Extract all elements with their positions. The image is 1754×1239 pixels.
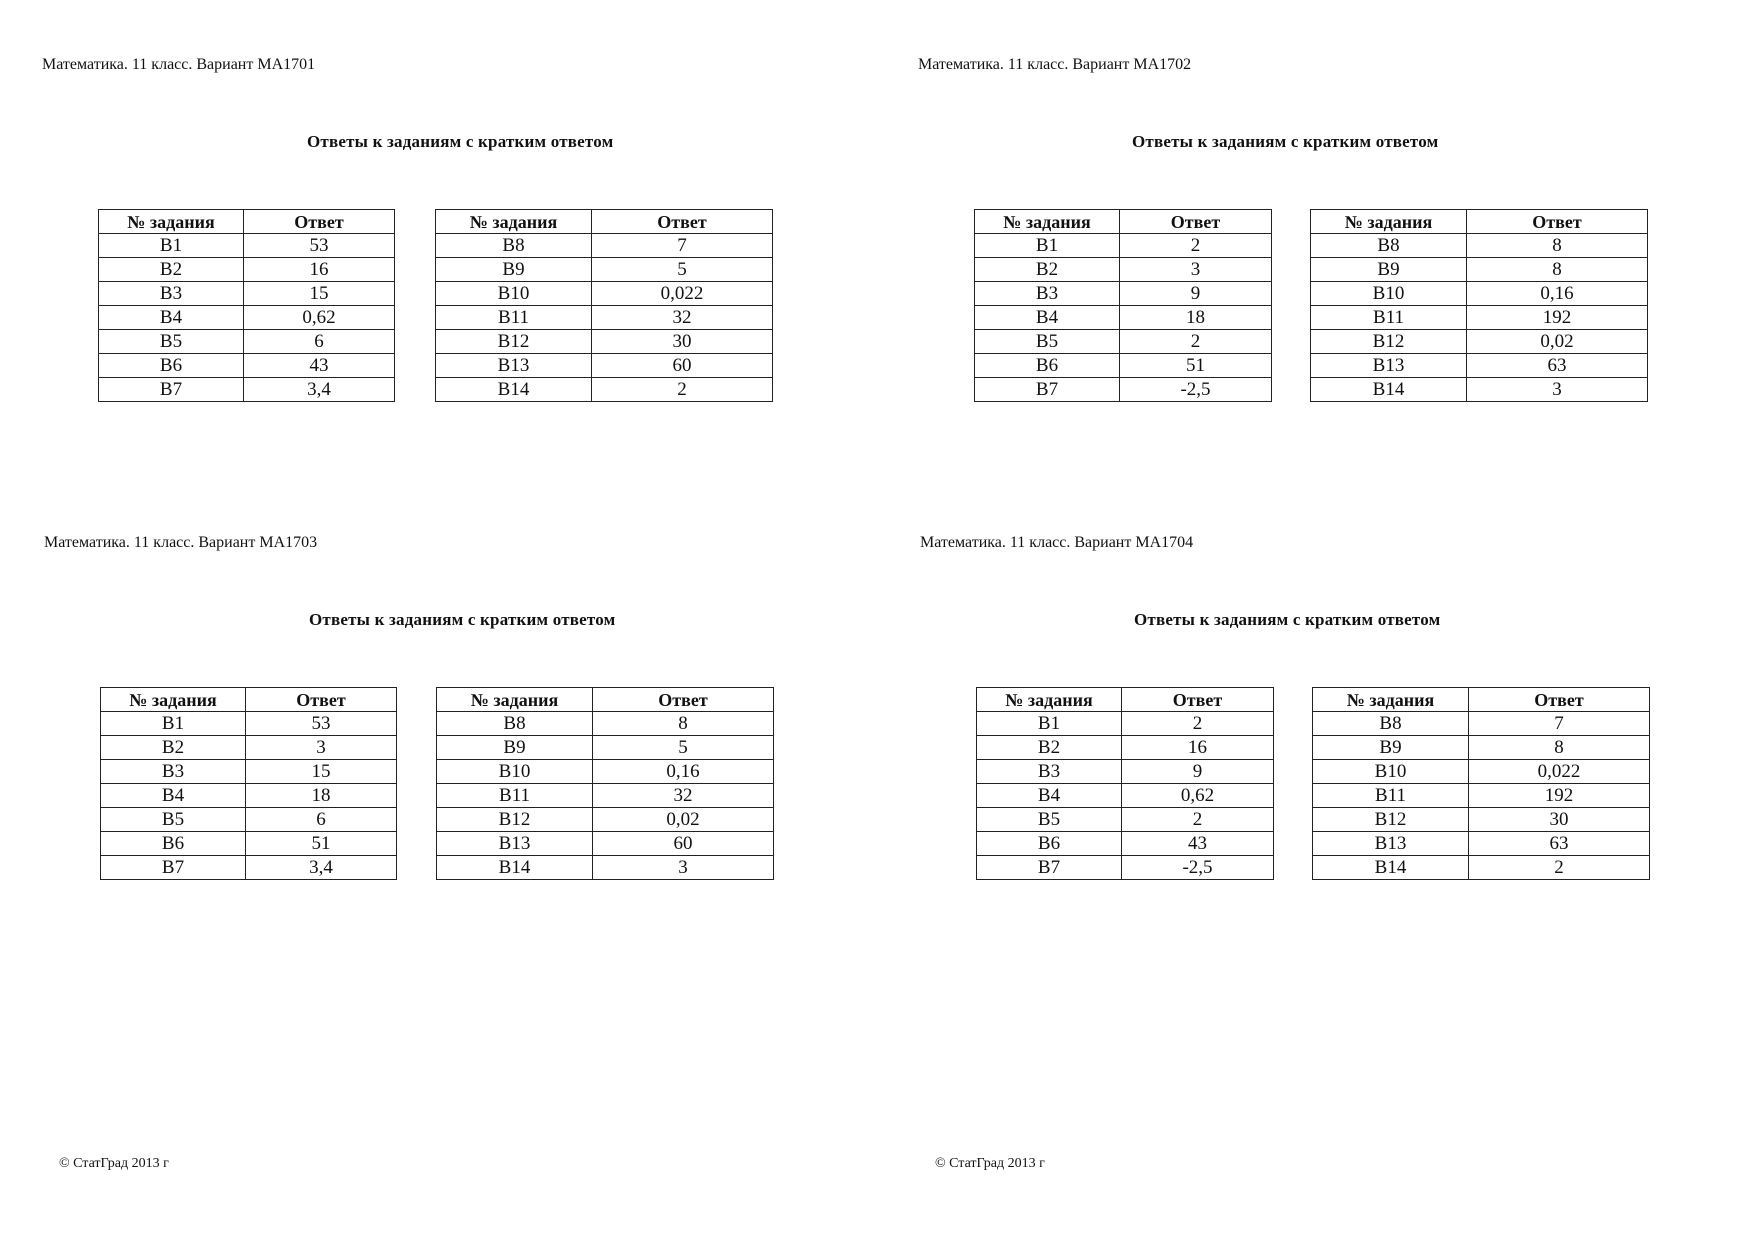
answer-cell: 18 xyxy=(1120,306,1272,330)
task-number-cell: B11 xyxy=(437,784,593,808)
task-number-cell: B13 xyxy=(437,832,593,856)
table-header-row xyxy=(977,688,1274,712)
task-number-cell: B7 xyxy=(977,856,1122,880)
task-number-cell: B2 xyxy=(975,258,1120,282)
variant-header: Математика. 11 класс. Вариант МА1704 xyxy=(920,534,1194,551)
answer-cell: 60 xyxy=(592,354,773,378)
task-number-cell: B2 xyxy=(977,736,1122,760)
answer-cell: 0,022 xyxy=(1469,760,1650,784)
answer-cell: 15 xyxy=(244,282,395,306)
column-header-task: № задания xyxy=(1311,210,1467,234)
column-header-task: № задания xyxy=(977,688,1122,712)
task-number-cell: B2 xyxy=(101,736,246,760)
table-row xyxy=(437,784,774,808)
table-row xyxy=(977,808,1274,832)
column-header-task: № задания xyxy=(101,688,246,712)
table-row xyxy=(99,258,395,282)
table-row xyxy=(975,282,1272,306)
answer-cell: 2 xyxy=(1469,856,1650,880)
answers-table-right xyxy=(436,687,774,880)
task-number-cell: B11 xyxy=(436,306,592,330)
variant-block-2 xyxy=(918,56,1754,476)
task-number-cell: B8 xyxy=(1313,712,1469,736)
answer-cell: 0,02 xyxy=(593,808,774,832)
task-number-cell: B10 xyxy=(437,760,593,784)
table-row xyxy=(99,378,395,402)
answers-title: Ответы к заданиям с кратким ответом xyxy=(309,610,616,629)
table-row xyxy=(99,306,395,330)
answer-cell: 0,02 xyxy=(1467,330,1648,354)
task-number-cell: B4 xyxy=(977,784,1122,808)
table-row xyxy=(101,784,397,808)
table-row xyxy=(101,808,397,832)
answer-cell: 6 xyxy=(246,808,397,832)
table-row xyxy=(101,712,397,736)
task-number-cell: B6 xyxy=(101,832,246,856)
answer-cell: 18 xyxy=(246,784,397,808)
answer-cell: 53 xyxy=(246,712,397,736)
table-row xyxy=(1311,378,1648,402)
table-row xyxy=(437,856,774,880)
variant-block-4 xyxy=(920,534,1754,954)
answer-cell: 3 xyxy=(1120,258,1272,282)
task-number-cell: B7 xyxy=(975,378,1120,402)
table-row xyxy=(436,306,773,330)
task-number-cell: B12 xyxy=(436,330,592,354)
table-row xyxy=(1313,736,1650,760)
task-number-cell: B6 xyxy=(977,832,1122,856)
task-number-cell: B14 xyxy=(1313,856,1469,880)
table-row xyxy=(436,378,773,402)
table-row xyxy=(975,354,1272,378)
answer-cell: 9 xyxy=(1120,282,1272,306)
table-row xyxy=(436,234,773,258)
task-number-cell: B9 xyxy=(437,736,593,760)
task-number-cell: B3 xyxy=(99,282,244,306)
answer-cell: 8 xyxy=(1467,234,1648,258)
column-header-task: № задания xyxy=(1313,688,1469,712)
column-header-task: № задания xyxy=(975,210,1120,234)
table-row xyxy=(437,760,774,784)
task-number-cell: B7 xyxy=(101,856,246,880)
column-header-answer: Ответ xyxy=(244,210,395,234)
column-header-task: № задания xyxy=(437,688,593,712)
table-row xyxy=(101,736,397,760)
column-header-answer: Ответ xyxy=(1122,688,1274,712)
task-number-cell: B13 xyxy=(1313,832,1469,856)
answer-cell: 2 xyxy=(1120,234,1272,258)
task-number-cell: B9 xyxy=(436,258,592,282)
task-number-cell: B2 xyxy=(99,258,244,282)
copyright-right: © СтатГрад 2013 г xyxy=(935,1156,1045,1171)
answer-cell: 5 xyxy=(592,258,773,282)
answer-cell: 30 xyxy=(1469,808,1650,832)
answers-title: Ответы к заданиям с кратким ответом xyxy=(1132,132,1439,151)
table-row xyxy=(1313,784,1650,808)
answer-cell: 6 xyxy=(244,330,395,354)
answer-cell: 3 xyxy=(593,856,774,880)
task-number-cell: B8 xyxy=(437,712,593,736)
task-number-cell: B1 xyxy=(99,234,244,258)
table-row xyxy=(99,234,395,258)
task-number-cell: B1 xyxy=(977,712,1122,736)
table-row xyxy=(975,306,1272,330)
answer-cell: 43 xyxy=(1122,832,1274,856)
table-row xyxy=(437,808,774,832)
task-number-cell: B11 xyxy=(1313,784,1469,808)
answer-cell: 51 xyxy=(246,832,397,856)
answer-cell: -2,5 xyxy=(1122,856,1274,880)
task-number-cell: B5 xyxy=(101,808,246,832)
task-number-cell: B8 xyxy=(1311,234,1467,258)
table-row xyxy=(977,832,1274,856)
task-number-cell: B13 xyxy=(436,354,592,378)
table-row xyxy=(975,234,1272,258)
answer-cell: 3 xyxy=(1467,378,1648,402)
table-header-row xyxy=(1311,210,1648,234)
answer-cell: 0,62 xyxy=(244,306,395,330)
task-number-cell: B5 xyxy=(977,808,1122,832)
table-row xyxy=(101,856,397,880)
table-row xyxy=(437,832,774,856)
table-row xyxy=(975,378,1272,402)
table-header-row xyxy=(1313,688,1650,712)
task-number-cell: B10 xyxy=(436,282,592,306)
table-row xyxy=(1313,712,1650,736)
answer-cell: 3,4 xyxy=(244,378,395,402)
table-row xyxy=(975,258,1272,282)
answer-cell: 32 xyxy=(593,784,774,808)
table-row xyxy=(975,330,1272,354)
answer-cell: 63 xyxy=(1469,832,1650,856)
table-row xyxy=(437,712,774,736)
table-row xyxy=(1311,282,1648,306)
column-header-task: № задания xyxy=(99,210,244,234)
answer-cell: 2 xyxy=(1122,808,1274,832)
task-number-cell: B5 xyxy=(975,330,1120,354)
task-number-cell: B1 xyxy=(975,234,1120,258)
answer-cell: 7 xyxy=(1469,712,1650,736)
table-row xyxy=(436,330,773,354)
task-number-cell: B13 xyxy=(1311,354,1467,378)
answers-table-right xyxy=(435,209,773,402)
table-row xyxy=(1313,760,1650,784)
task-number-cell: B14 xyxy=(436,378,592,402)
table-row xyxy=(1311,354,1648,378)
task-number-cell: B12 xyxy=(1311,330,1467,354)
answers-table-left xyxy=(98,209,395,402)
variant-header: Математика. 11 класс. Вариант МА1703 xyxy=(44,534,318,551)
task-number-cell: B6 xyxy=(99,354,244,378)
answer-cell: 3 xyxy=(246,736,397,760)
column-header-answer: Ответ xyxy=(246,688,397,712)
answer-cell: 0,022 xyxy=(592,282,773,306)
table-row xyxy=(101,760,397,784)
answers-table-right xyxy=(1310,209,1648,402)
task-number-cell: B4 xyxy=(101,784,246,808)
table-header-row xyxy=(436,210,773,234)
table-header-row xyxy=(101,688,397,712)
answer-cell: 32 xyxy=(592,306,773,330)
answer-cell: 8 xyxy=(1469,736,1650,760)
table-row xyxy=(1311,306,1648,330)
answers-title: Ответы к заданиям с кратким ответом xyxy=(1134,610,1441,629)
answer-cell: 53 xyxy=(244,234,395,258)
task-number-cell: B8 xyxy=(436,234,592,258)
answer-cell: 192 xyxy=(1469,784,1650,808)
variant-block-1 xyxy=(42,56,882,476)
table-row xyxy=(436,354,773,378)
answer-cell: 2 xyxy=(1120,330,1272,354)
column-header-answer: Ответ xyxy=(1469,688,1650,712)
answers-table-left xyxy=(974,209,1272,402)
column-header-answer: Ответ xyxy=(1467,210,1648,234)
table-row xyxy=(99,354,395,378)
task-number-cell: B10 xyxy=(1313,760,1469,784)
answers-table-left xyxy=(976,687,1274,880)
table-row xyxy=(436,282,773,306)
answer-cell: 43 xyxy=(244,354,395,378)
column-header-answer: Ответ xyxy=(593,688,774,712)
task-number-cell: B3 xyxy=(975,282,1120,306)
table-row xyxy=(437,736,774,760)
task-number-cell: B12 xyxy=(1313,808,1469,832)
table-row xyxy=(1313,832,1650,856)
answer-cell: 16 xyxy=(244,258,395,282)
table-row xyxy=(977,856,1274,880)
answer-cell: 3,4 xyxy=(246,856,397,880)
column-header-task: № задания xyxy=(436,210,592,234)
answer-cell: -2,5 xyxy=(1120,378,1272,402)
table-row xyxy=(977,784,1274,808)
table-row xyxy=(101,832,397,856)
answer-cell: 30 xyxy=(592,330,773,354)
column-header-answer: Ответ xyxy=(592,210,773,234)
answer-cell: 7 xyxy=(592,234,773,258)
task-number-cell: B14 xyxy=(1311,378,1467,402)
answer-cell: 63 xyxy=(1467,354,1648,378)
answer-cell: 8 xyxy=(1467,258,1648,282)
answer-cell: 0,62 xyxy=(1122,784,1274,808)
task-number-cell: B3 xyxy=(977,760,1122,784)
task-number-cell: B14 xyxy=(437,856,593,880)
answer-cell: 15 xyxy=(246,760,397,784)
answer-cell: 16 xyxy=(1122,736,1274,760)
answers-table-left xyxy=(100,687,397,880)
table-header-row xyxy=(437,688,774,712)
table-row xyxy=(1311,258,1648,282)
table-row xyxy=(1311,234,1648,258)
task-number-cell: B4 xyxy=(975,306,1120,330)
task-number-cell: B9 xyxy=(1311,258,1467,282)
table-row xyxy=(99,282,395,306)
table-row xyxy=(1313,808,1650,832)
task-number-cell: B6 xyxy=(975,354,1120,378)
column-header-answer: Ответ xyxy=(1120,210,1272,234)
table-header-row xyxy=(975,210,1272,234)
task-number-cell: B4 xyxy=(99,306,244,330)
answer-cell: 2 xyxy=(592,378,773,402)
table-row xyxy=(99,330,395,354)
table-row xyxy=(977,760,1274,784)
task-number-cell: B12 xyxy=(437,808,593,832)
task-number-cell: B11 xyxy=(1311,306,1467,330)
table-header-row xyxy=(99,210,395,234)
task-number-cell: B10 xyxy=(1311,282,1467,306)
answer-cell: 8 xyxy=(593,712,774,736)
answer-cell: 5 xyxy=(593,736,774,760)
task-number-cell: B9 xyxy=(1313,736,1469,760)
answers-table-right xyxy=(1312,687,1650,880)
task-number-cell: B3 xyxy=(101,760,246,784)
task-number-cell: B7 xyxy=(99,378,244,402)
copyright-left: © СтатГрад 2013 г xyxy=(59,1156,169,1171)
table-row xyxy=(436,258,773,282)
answer-cell: 60 xyxy=(593,832,774,856)
variant-header: Математика. 11 класс. Вариант МА1701 xyxy=(42,56,316,73)
answer-cell: 9 xyxy=(1122,760,1274,784)
answer-cell: 51 xyxy=(1120,354,1272,378)
answer-cell: 192 xyxy=(1467,306,1648,330)
answer-cell: 0,16 xyxy=(1467,282,1648,306)
variant-header: Математика. 11 класс. Вариант МА1702 xyxy=(918,56,1192,73)
table-row xyxy=(977,712,1274,736)
answer-cell: 2 xyxy=(1122,712,1274,736)
table-row xyxy=(977,736,1274,760)
table-row xyxy=(1313,856,1650,880)
variant-block-3 xyxy=(44,534,884,954)
table-row xyxy=(1311,330,1648,354)
answer-cell: 0,16 xyxy=(593,760,774,784)
task-number-cell: B5 xyxy=(99,330,244,354)
answers-title: Ответы к заданиям с кратким ответом xyxy=(307,132,614,151)
task-number-cell: B1 xyxy=(101,712,246,736)
